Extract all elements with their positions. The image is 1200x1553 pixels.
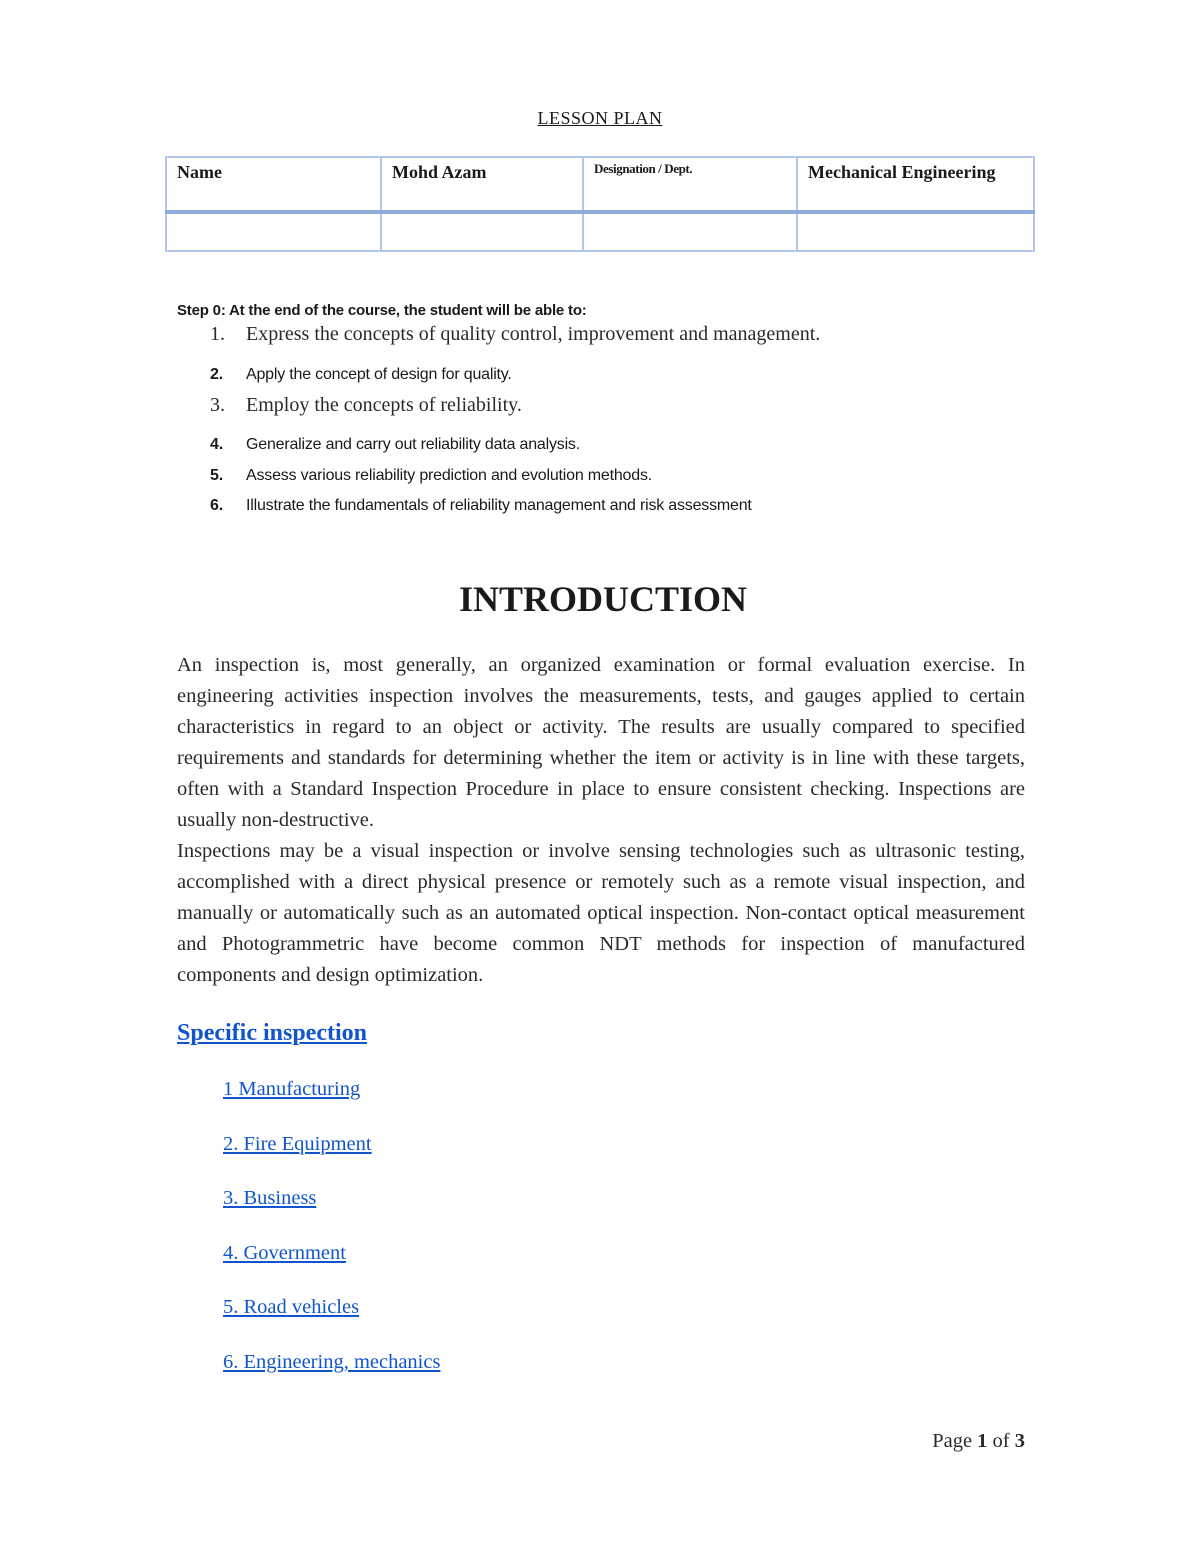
page-total: 3 bbox=[1014, 1430, 1025, 1452]
spec-link-engineering-mechanics[interactable]: 6. Engineering, mechanics bbox=[223, 1351, 441, 1373]
spec-link-fire-equipment[interactable]: 2. Fire Equipment bbox=[223, 1133, 372, 1155]
designation-value: Mechanical Engineering bbox=[797, 157, 1034, 212]
objective-number: 5. bbox=[210, 467, 223, 484]
specific-inspection-link[interactable]: Specific inspection bbox=[177, 1020, 367, 1046]
objective-item bbox=[210, 436, 580, 454]
spec-link-business[interactable]: 3. Business bbox=[223, 1187, 317, 1209]
objective-text: Express the concepts of quality control, improvement and management. bbox=[246, 323, 821, 345]
objective-item bbox=[210, 323, 820, 346]
empty-cell bbox=[166, 212, 381, 251]
objective-number: 3. bbox=[210, 394, 225, 416]
objective-number: 1. bbox=[210, 323, 225, 345]
introduction-body bbox=[177, 650, 1025, 991]
objective-text: Illustrate the fundamentals of reliability management and risk assessment bbox=[246, 497, 752, 514]
document-title: LESSON PLAN bbox=[537, 108, 663, 128]
objective-item bbox=[210, 467, 652, 485]
page-number bbox=[932, 1430, 1025, 1453]
objective-text: Generalize and carry out reliability data analysis. bbox=[246, 436, 580, 453]
info-table-header-row bbox=[166, 157, 1034, 212]
introduction-paragraph: Inspections may be a visual inspection or involve sensing technologies such as ultrasonic testing, accomplished with a direct physical presence or remotely such as a remote visual inspection, and manually or automatically such as an automated optical inspection. Non-contact optical measurement and Photogrammetric have become common NDT methods for inspection of manufactured components and design optimization. bbox=[177, 840, 1025, 986]
spec-link-road-vehicles[interactable]: 5. Road vehicles bbox=[223, 1296, 360, 1318]
objective-text: Assess various reliability prediction and evolution methods. bbox=[246, 467, 652, 484]
objective-item bbox=[210, 366, 512, 384]
page-current: 1 bbox=[977, 1430, 988, 1452]
objective-number: 4. bbox=[210, 436, 223, 453]
empty-cell bbox=[381, 212, 583, 251]
of-word: of bbox=[992, 1430, 1010, 1452]
empty-cell bbox=[797, 212, 1034, 251]
objective-item bbox=[210, 497, 752, 515]
objective-item bbox=[210, 394, 522, 417]
objectives-heading: Step 0: At the end of the course, the student will be able to: bbox=[177, 302, 587, 319]
spec-link-government[interactable]: 4. Government bbox=[223, 1242, 346, 1264]
page-word: Page bbox=[932, 1430, 973, 1452]
name-value: Mohd Azam bbox=[381, 157, 583, 212]
objective-number: 6. bbox=[210, 497, 223, 514]
objective-text: Employ the concepts of reliability. bbox=[246, 394, 522, 416]
objective-number: 2. bbox=[210, 366, 223, 383]
introduction-heading: INTRODUCTION bbox=[458, 579, 748, 619]
empty-cell bbox=[583, 212, 797, 251]
designation-label: Designation / Dept. bbox=[583, 157, 797, 212]
introduction-paragraph: An inspection is, most generally, an organized examination or formal evaluation exercise. In engineering activities inspection involves the measurements, tests, and gauges applied to certain characteristics in regard to an object or activity. The results are usually compared to specified requirements and standards for determining whether the item or activity is in line with these targets, often with a Standard Inspection Procedure in place to ensure consistent checking. Inspections are usually non-destructive. bbox=[177, 654, 1025, 831]
info-table-empty-row bbox=[166, 212, 1034, 251]
name-label: Name bbox=[166, 157, 381, 212]
info-table bbox=[165, 156, 1035, 252]
spec-link-manufacturing[interactable]: 1 Manufacturing bbox=[223, 1078, 361, 1100]
objective-text: Apply the concept of design for quality. bbox=[246, 366, 512, 383]
